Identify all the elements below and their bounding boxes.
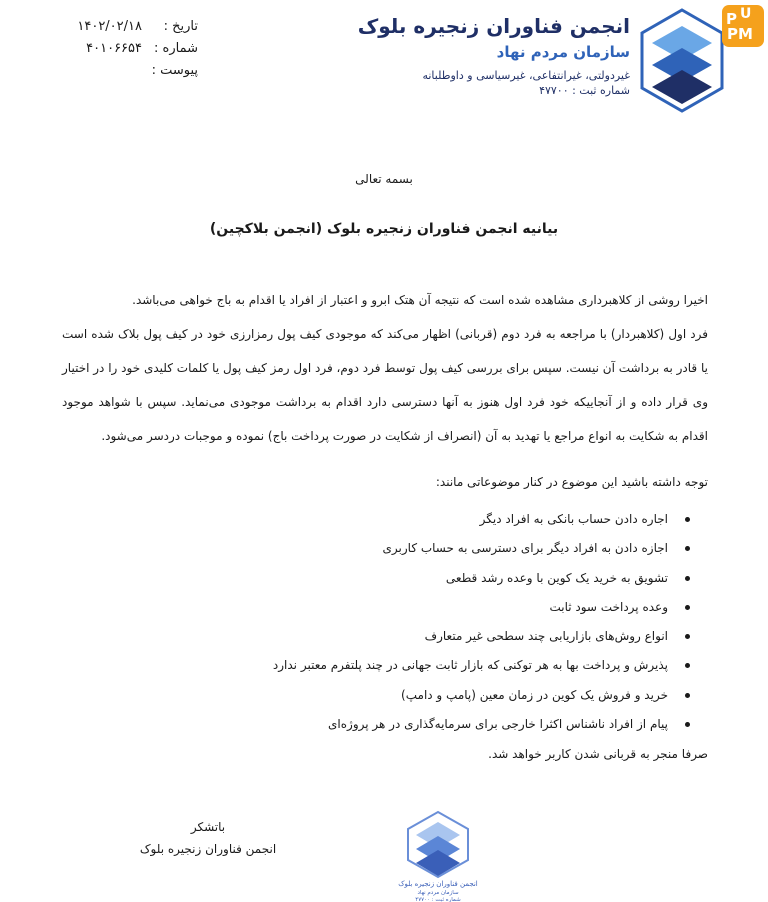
intro-paragraphs xyxy=(62,283,708,453)
intro-paragraph-1: اخیرا روشی از کلاهبرداری مشاهده شده است که نتیجه آن هتک ابرو و اعتبار از افراد یا اقدام به باج خواهی می‌باشد. xyxy=(132,293,708,307)
hexagon-logo-icon xyxy=(638,8,726,114)
org-description: غیردولتی، غیرانتفاعی، غیرسیاسی و داوطلبانه شماره ثبت : ۴۷۷۰۰ xyxy=(422,69,630,97)
intro-paragraph-2: فرد اول (کلاهبردار) با مراجعه به فرد دوم (قربانی) اظهار می‌کند که موجودی کیف پول رمزارزی خود در کیف پول بلاک شده است یا قادر به برداشت آن نیست. سپس برای بررسی کیف پول توسط فرد دوم، فرد اول رمز کیف پول یا کلمات کلیدی خود را در اختیار وی قرار داده و از آنجاییکه خود فرد اول هنوز به آنها دسترسی دارد اقدام به برداشت موجودی می‌نماید. سپس با شواهد موجود اقدام به شکایت به انواع مراجع یا تهدید به آن (انصراف از شکایت در صورت پرداخت باج) نموده و موجبات دردسر می‌شود. xyxy=(62,327,708,443)
conclusion-line: صرفا منجر به قربانی شدن کاربر خواهد شد. xyxy=(488,747,708,761)
svg-text:انجمن فناوران زنجیره بلوک: انجمن فناوران زنجیره بلوک xyxy=(398,880,478,888)
org-stamp-icon xyxy=(390,808,486,902)
org-subtitle: سازمان مردم نهاد xyxy=(496,43,630,61)
list-item: خرید و فروش یک کوین در زمان معین (پامپ و دامپ) xyxy=(273,681,690,710)
list-item: انواع روش‌های بازاریابی چند سطحی غیر متعارف xyxy=(273,622,690,651)
list-item: وعده پرداخت سود ثابت xyxy=(273,593,690,622)
letter-meta-labels xyxy=(152,16,198,82)
list-item: پیام از افراد ناشناس اکثرا خارجی برای سرمایه‌گذاری در هر پروژه‌ای xyxy=(273,710,690,739)
svg-text:شماره ثبت : ۴۷۷۰۰: شماره ثبت : ۴۷۷۰۰ xyxy=(415,897,461,902)
org-name: انجمن فناوران زنجیره بلوک xyxy=(357,14,630,38)
attachment-label: پیوست : xyxy=(151,63,198,78)
warning-list xyxy=(273,505,690,739)
pm-logo-badge: P U PM xyxy=(722,5,764,47)
number-label: شماره : xyxy=(154,41,198,56)
date-value: ۱۴۰۲/۰۲/۱۸ xyxy=(77,19,142,34)
list-item: پذیرش و پرداخت بها به هر توکنی که بازار ثابت جهانی در چند پلتفرم معتبر ندارد xyxy=(273,651,690,680)
signature-thanks: باتشکر xyxy=(190,820,226,834)
statement-title: بیانیه انجمن فناوران زنجیره بلوک (انجمن بلاکچین) xyxy=(209,221,559,237)
basmala: بسمه تعالی xyxy=(355,172,413,186)
date-label: تاریخ : xyxy=(163,19,198,34)
list-item: تشویق به خرید یک کوین با وعده رشد قطعی xyxy=(273,564,690,593)
signature-org: انجمن فناوران زنجیره بلوک xyxy=(139,842,277,856)
list-item: اجاره دادن حساب بانکی به افراد دیگر xyxy=(273,505,690,534)
svg-text:سازمان مردم نهاد: سازمان مردم نهاد xyxy=(417,890,459,896)
number-value: ۴۰۱۰۶۶۵۴ xyxy=(86,41,142,56)
letter-meta-values xyxy=(72,16,142,60)
note-line: توجه داشته باشید این موضوع در کنار موضوعاتی مانند: xyxy=(435,475,708,489)
list-item: اجازه دادن به افراد دیگر برای دسترسی به حساب کاربری xyxy=(273,534,690,563)
